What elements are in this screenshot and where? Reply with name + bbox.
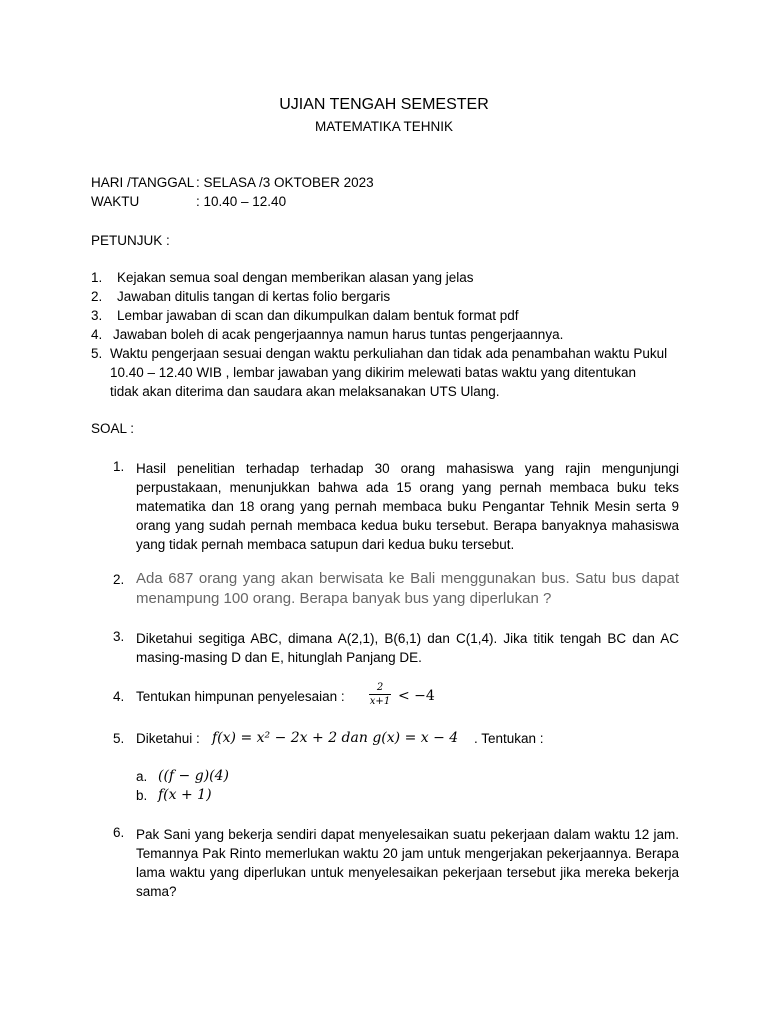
- exam-subtitle: MATEMATIKA TEHNIK: [314, 119, 454, 134]
- waktu-value: : 10.40 – 12.40: [196, 194, 287, 209]
- question-5b-label: b.: [136, 788, 148, 803]
- petunjuk-item-3: Lembar jawaban di scan dan dikumpulkan dalam bentuk format pdf: [117, 308, 519, 323]
- question-5-expression: f(x) = x² − 2x + 2 dan g(x) = x − 4: [212, 730, 459, 746]
- question-4-number: 4.: [113, 689, 125, 704]
- question-6-text: Pak Sani yang bekerja sendiri dapat menyelesaikan suatu pekerjaan dalam waktu 12 jam. Temannya Pak Rinto memerlukan waktu 20 jam untuk mengerjakan pekerjaannya. Berapa lama waktu yang diperlukan untuk menyelesaikan pekerjaan tersebut jika mereka bekerja sama?: [136, 827, 679, 899]
- question-2-number: 2.: [113, 572, 125, 587]
- question-5-number: 5.: [113, 731, 125, 746]
- question-1-text: Hasil penelitian terhadap terhadap 30 orang mahasiswa yang rajin mengunjungi perpustakaan, menunjukkan bahwa ada 15 orang yang pernah membaca buku teks matematika dan 18 orang yang pernah membaca buku Pengantar Tehnik Mesin serta 9 orang yang sudah pernah membaca kedua buku tersebut. Berapa banyaknya mahasiswa yang tidak pernah membaca satupun dari kedua buku tersebut.: [136, 461, 679, 552]
- fraction-numerator: 2: [376, 682, 384, 693]
- question-5a-expression: ((f − g)(4): [158, 768, 229, 784]
- question-5b-expression: f(x + 1): [158, 787, 212, 803]
- petunjuk-num-1: 1.: [91, 270, 103, 285]
- hari-label: HARI /TANGGAL: [91, 175, 195, 190]
- question-5-tail: . Tentukan :: [474, 731, 544, 746]
- fraction-bar: [369, 694, 391, 695]
- soal-heading: SOAL :: [91, 421, 135, 436]
- question-3-text: Diketahui segitiga ABC, dimana A(2,1), B(6,1) dan C(1,4). Jika titik tengah BC dan AC masing-masing D dan E, hitunglah Panjang DE.: [136, 631, 679, 665]
- question-5-text: Diketahui :: [136, 731, 200, 746]
- question-3-number: 3.: [113, 629, 125, 644]
- petunjuk-num-4: 4.: [91, 327, 103, 342]
- question-4-text: Tentukan himpunan penyelesaian :: [136, 689, 345, 704]
- petunjuk-item-5-line-2: 10.40 – 12.40 WIB , lembar jawaban yang dikirim melewati batas waktu yang ditentukan: [110, 365, 637, 380]
- petunjuk-item-2: Jawaban ditulis tangan di kertas folio bergaris: [117, 289, 391, 304]
- petunjuk-item-5-line-3: tidak akan diterima dan saudara akan melaksanakan UTS Ulang.: [110, 384, 500, 399]
- question-6-number: 6.: [113, 825, 125, 840]
- petunjuk-num-3: 3.: [91, 308, 103, 323]
- question-1-number: 1.: [113, 459, 125, 474]
- petunjuk-item-1: Kejakan semua soal dengan memberikan alasan yang jelas: [117, 270, 474, 285]
- petunjuk-num-2: 2.: [91, 289, 103, 304]
- petunjuk-heading: PETUNJUK :: [91, 233, 170, 248]
- fraction-denominator: x+1: [369, 696, 391, 707]
- hari-value: : SELASA /3 OKTOBER 2023: [196, 175, 374, 190]
- waktu-label: WAKTU: [91, 194, 140, 209]
- petunjuk-num-5: 5.: [91, 346, 103, 361]
- petunjuk-item-4: Jawaban boleh di acak pengerjaannya namun harus tuntas pengerjaannya.: [113, 327, 564, 342]
- question-5a-label: a.: [136, 769, 148, 784]
- question-4-inequality: < −4: [398, 688, 435, 704]
- question-4-fraction: [369, 682, 391, 707]
- question-2-text: Ada 687 orang yang akan berwisata ke Bali menggunakan bus. Satu bus dapat menampung 100 orang. Berapa banyak bus yang diperlukan ?: [136, 570, 679, 607]
- exam-title: UJIAN TENGAH SEMESTER: [279, 96, 489, 113]
- petunjuk-item-5-line-1: Waktu pengerjaan sesuai dengan waktu perkuliahan dan tidak ada penambahan waktu Pukul: [110, 346, 668, 361]
